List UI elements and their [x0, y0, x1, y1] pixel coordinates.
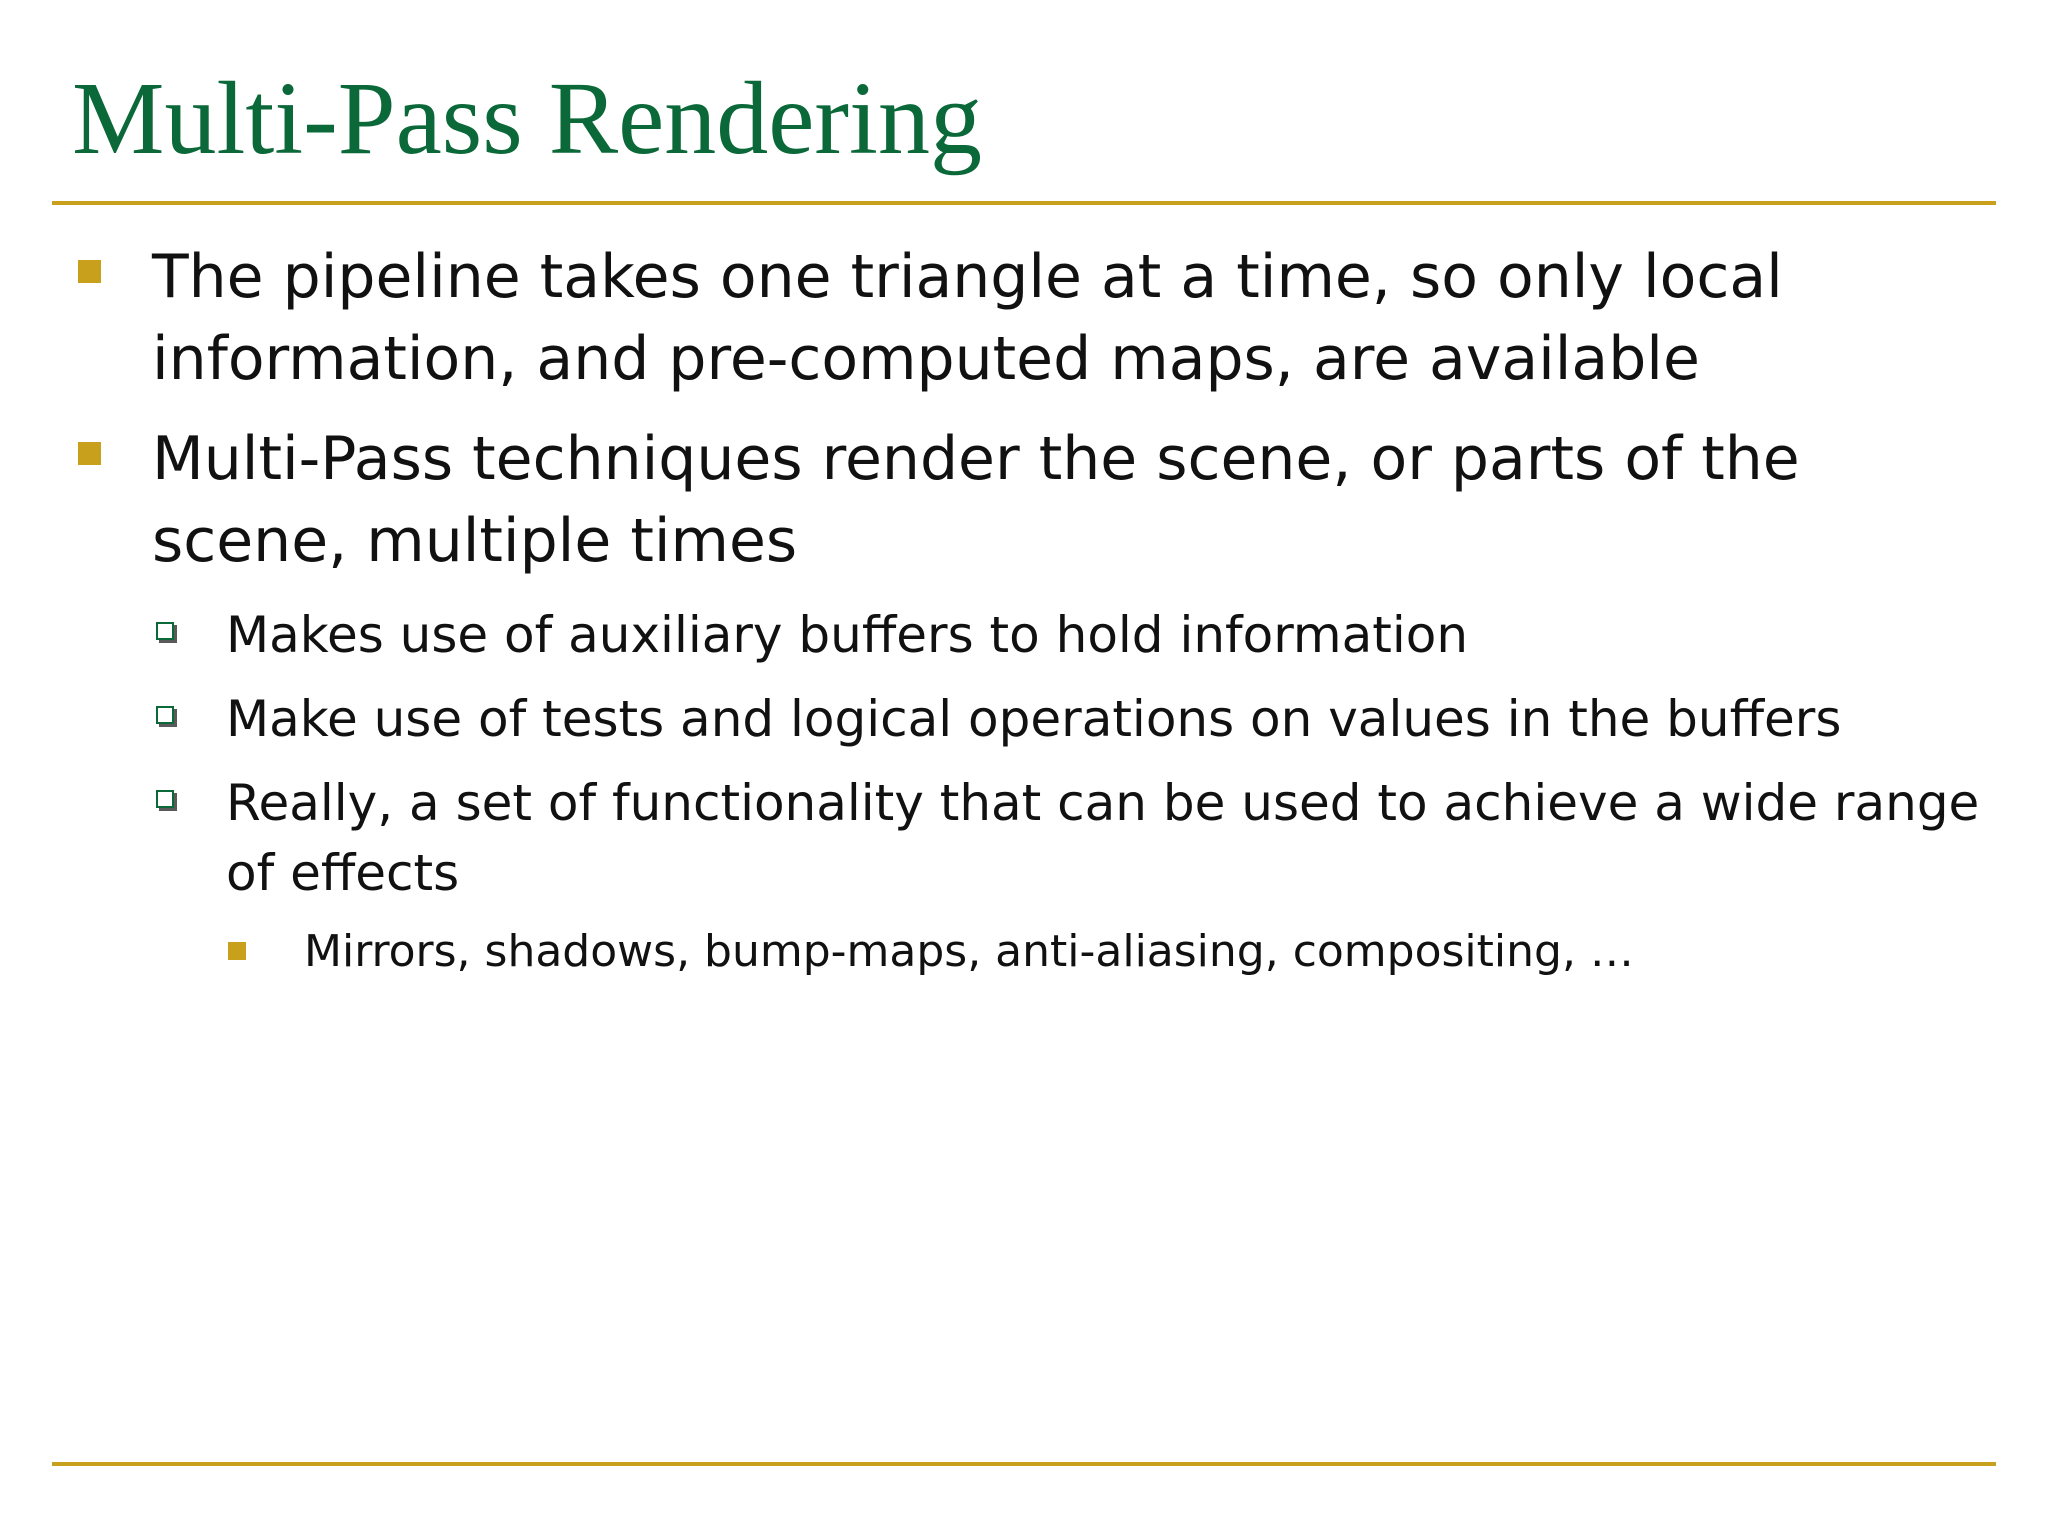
bullet-text: Mirrors, shadows, bump-maps, anti-aliasing, compositing, … [304, 926, 1634, 977]
bullet-item [0, 418, 1982, 582]
sub-bullet-item [0, 684, 2016, 754]
square-bullet-icon [228, 942, 246, 960]
footer-divider [52, 1462, 1996, 1466]
bullet-text: Make use of tests and logical operations on values in the buffers [226, 690, 1842, 748]
bullet-text: The pipeline takes one triangle at a time, so only local information, and pre-computed maps, are available [152, 242, 1783, 394]
sub-sub-bullet-item [0, 922, 2004, 982]
bullet-text: Really, a set of functionality that can be used to achieve a wide range of effects [226, 774, 1980, 902]
bullet-text: Makes use of auxiliary buffers to hold information [226, 606, 1469, 664]
hollow-square-bullet-icon [156, 622, 174, 640]
hollow-square-bullet-icon [156, 790, 174, 808]
slide-title: Multi-Pass Rendering [72, 61, 982, 176]
square-bullet-icon [78, 442, 101, 465]
bullet-list [0, 236, 2048, 992]
sub-bullet-item [0, 768, 2016, 908]
bullet-text: Multi-Pass techniques render the scene, or parts of the scene, multiple times [152, 424, 1800, 576]
sub-bullet-item [0, 600, 2016, 670]
hollow-square-bullet-icon [156, 706, 174, 724]
bullet-item [0, 236, 1982, 400]
title-divider [52, 201, 1996, 205]
square-bullet-icon [78, 260, 101, 283]
